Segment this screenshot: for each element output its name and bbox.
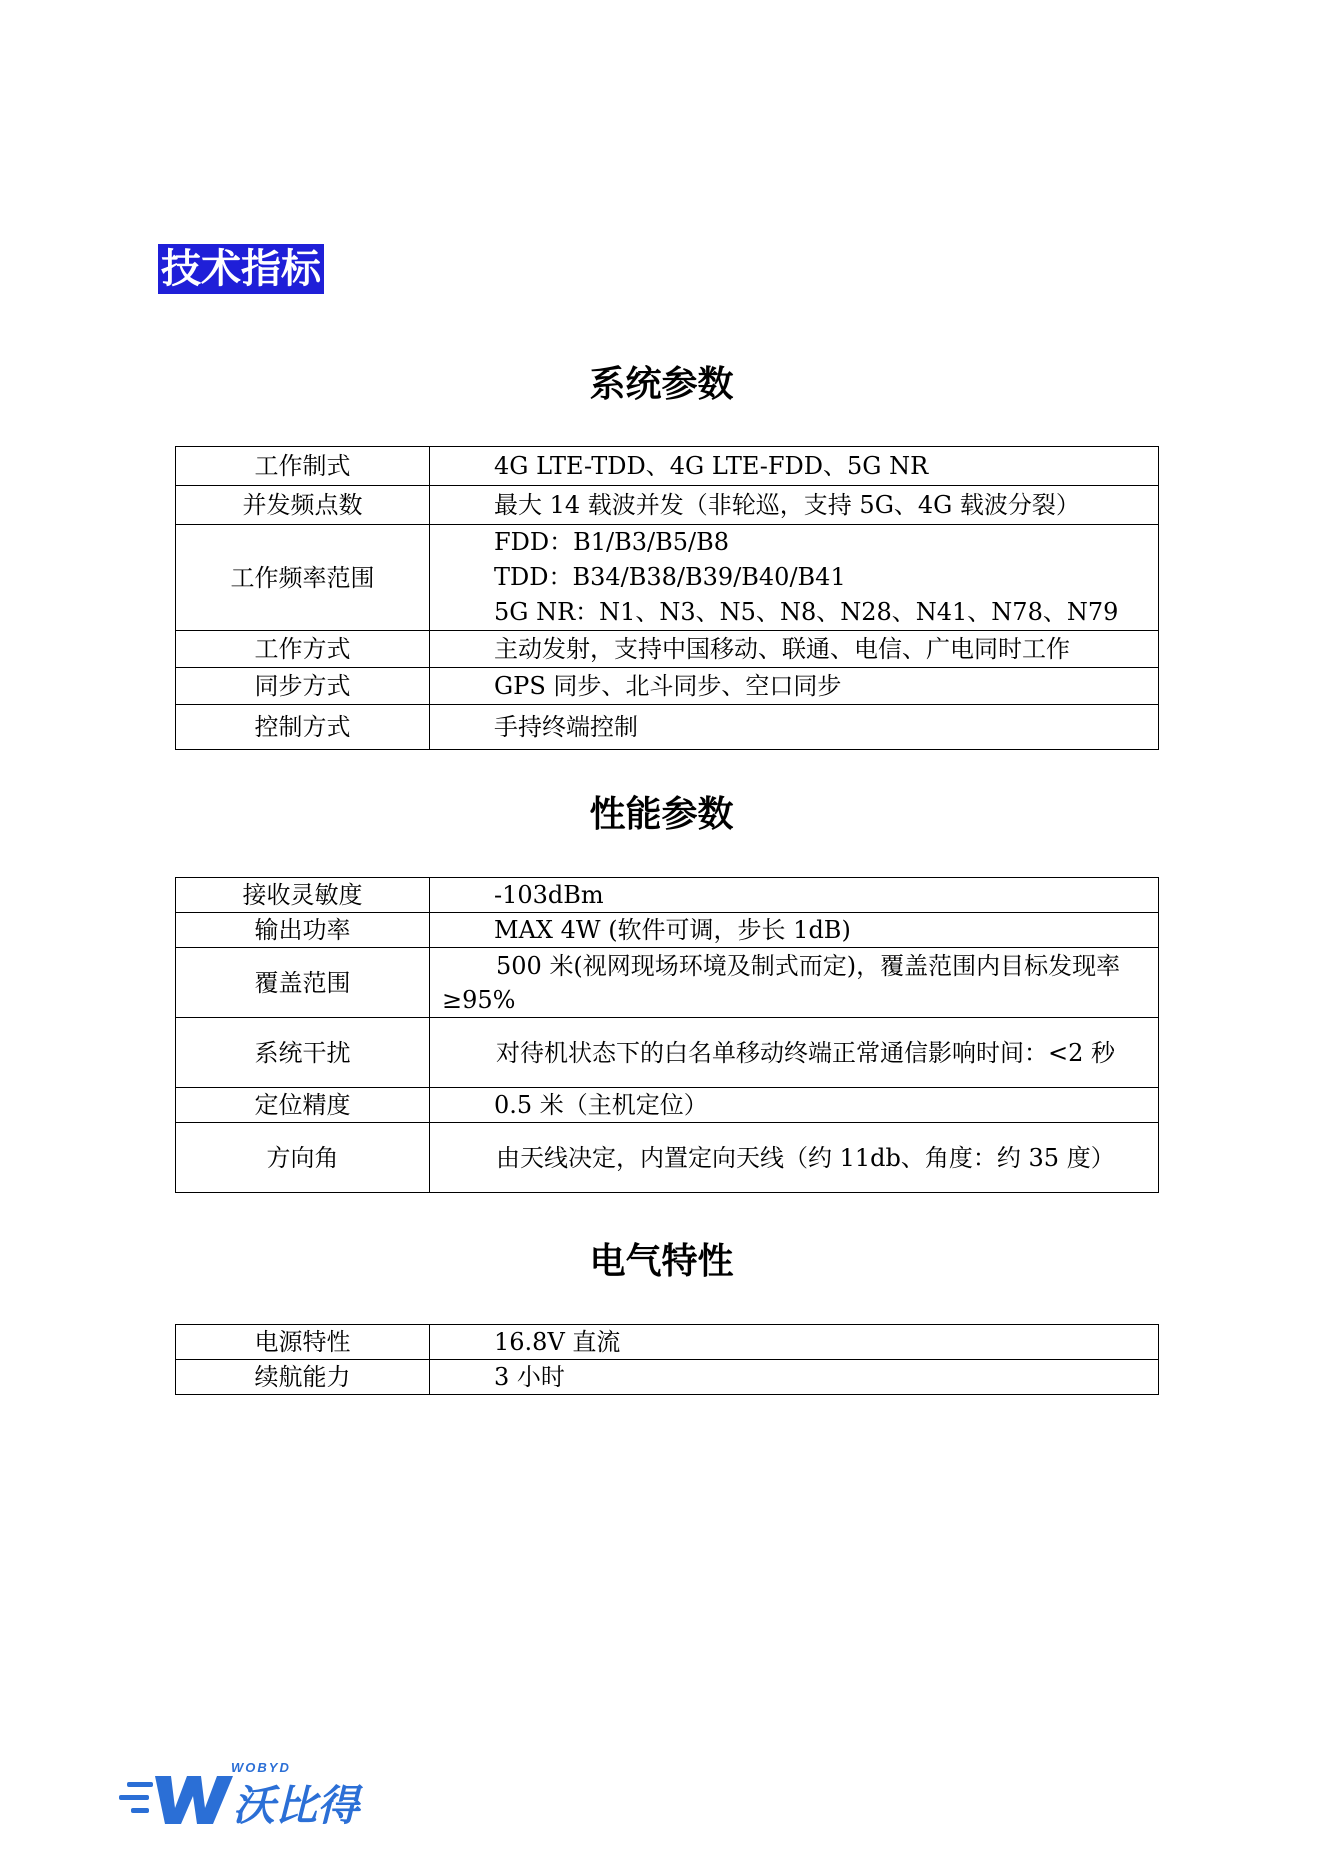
company-logo [115, 1758, 435, 1830]
param-value-text: 最大 14 载波并发（非轮巡，支持 5G、4G 载波分裂） [494, 491, 1080, 519]
performance-params-table [175, 877, 1159, 1193]
param-value [430, 668, 1159, 705]
param-value: 500 米(视网现场环境及制式而定)，覆盖范围内目标发现率≥95% [430, 948, 1159, 1018]
param-name: 工作方式 [176, 631, 430, 668]
param-name: 并发频点数 [176, 486, 430, 525]
param-value-text: 0.5 米（主机定位） [494, 1091, 708, 1119]
table-row [176, 631, 1159, 668]
param-value [430, 631, 1159, 668]
param-name: 同步方式 [176, 668, 430, 705]
table-row [176, 447, 1159, 486]
table-row [176, 705, 1159, 750]
param-name: 工作制式 [176, 447, 430, 486]
section-title-performance-params: 性能参数 [589, 794, 734, 835]
param-value-line: FDD：B1/B3/B5/B8 [494, 528, 730, 556]
logo-text-cn: 沃比得 [233, 1781, 360, 1830]
table-row [176, 1018, 1159, 1088]
param-name: 电源特性 [176, 1325, 430, 1360]
param-value-text: -103dBm [494, 881, 604, 909]
param-name: 方向角 [176, 1123, 430, 1193]
param-name: 工作频率范围 [176, 525, 430, 631]
table-row [176, 525, 1159, 631]
param-value [430, 913, 1159, 948]
param-value [430, 1325, 1159, 1360]
param-value-text: 主动发射，支持中国移动、联通、电信、广电同时工作 [494, 635, 1070, 663]
table-row [176, 1088, 1159, 1123]
param-value-text: 3 小时 [494, 1363, 565, 1391]
param-value-text: 手持终端控制 [494, 713, 638, 741]
param-value: 由天线决定，内置定向天线（约 11db、角度：约 35 度） [430, 1123, 1159, 1193]
section-title-electrical: 电气特性 [589, 1241, 734, 1282]
table-row [176, 948, 1159, 1018]
table-row [176, 486, 1159, 525]
param-name: 输出功率 [176, 913, 430, 948]
table-row [176, 1360, 1159, 1395]
table-row [176, 1123, 1159, 1193]
param-value-text: 4G LTE-TDD、4G LTE-FDD、5G NR [494, 452, 929, 480]
table-row [176, 878, 1159, 913]
param-value-line: TDD：B34/B38/B39/B40/B41 [494, 563, 846, 591]
param-name: 续航能力 [176, 1360, 430, 1395]
electrical-params-table [175, 1324, 1159, 1395]
param-value [430, 486, 1159, 525]
param-value [430, 525, 1159, 631]
param-name: 接收灵敏度 [176, 878, 430, 913]
param-value: 对待机状态下的白名单移动终端正常通信影响时间：<2 秒 [430, 1018, 1159, 1088]
logo-speed-line [127, 1782, 153, 1787]
system-params-table [175, 446, 1159, 750]
logo-speed-line [131, 1808, 149, 1813]
table-row [176, 1325, 1159, 1360]
param-name: 系统干扰 [176, 1018, 430, 1088]
param-value [430, 1360, 1159, 1395]
param-value-text: MAX 4W (软件可调，步长 1dB) [494, 916, 851, 944]
param-name: 定位精度 [176, 1088, 430, 1123]
logo-w-mark [155, 1776, 233, 1824]
document-heading: 技术指标 [158, 244, 324, 294]
param-value [430, 878, 1159, 913]
param-name: 覆盖范围 [176, 948, 430, 1018]
param-name: 控制方式 [176, 705, 430, 750]
param-value-text: 16.8V 直流 [494, 1328, 621, 1356]
param-value [430, 705, 1159, 750]
param-value-line: 5G NR：N1、N3、N5、N8、N28、N41、N78、N79 [494, 598, 1119, 626]
logo-speed-line [119, 1795, 149, 1800]
section-title-system-params: 系统参数 [589, 364, 734, 405]
param-value-text: GPS 同步、北斗同步、空口同步 [494, 672, 842, 700]
logo-text-en: WOBYD [231, 1760, 291, 1775]
table-row [176, 913, 1159, 948]
table-row [176, 668, 1159, 705]
param-value [430, 1088, 1159, 1123]
param-value [430, 447, 1159, 486]
